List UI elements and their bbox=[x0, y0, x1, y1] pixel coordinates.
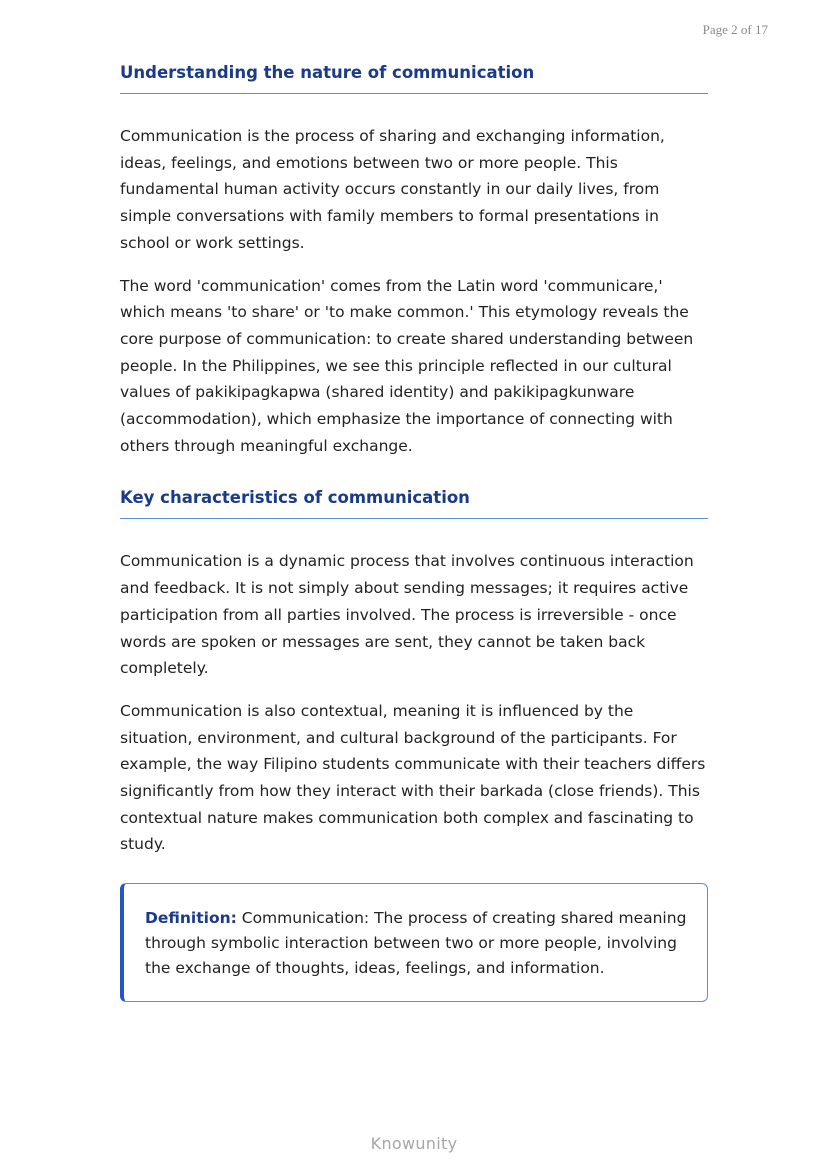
section-heading-nature: Understanding the nature of communication bbox=[120, 62, 708, 94]
paragraph: The word 'communication' comes from the Latin word 'communicare,' which means 'to share' or 'to make common.' This etymology reveals the core purpose of communication: to create shared understanding between people. In the Philippines, we see this principle reflected in our cultural values of pakikipagkapwa (shared identity) and pakikipagkunware (accommodation), which emphasize the importance of connecting with others through meaningful exchange. bbox=[120, 276, 694, 455]
section-heading-characteristics: Key characteristics of communication bbox=[120, 487, 708, 519]
page-number: Page 2 of 17 bbox=[702, 22, 768, 37]
definition-label: Definition: bbox=[145, 909, 237, 928]
document-body bbox=[120, 62, 708, 1002]
definition-text: Communication: The process of creating shared meaning through symbolic interaction between two or more people, involving the exchange of thoughts, ideas, feelings, and information. bbox=[145, 909, 687, 978]
footer-brand: Knowunity bbox=[370, 1134, 458, 1153]
paragraph: Communication is the process of sharing and exchanging information, ideas, feelings, and emotions between two or more people. This fundamental human activity occurs constantly in our daily lives, from simple conversations with family members to formal presentations in school or work settings. bbox=[120, 127, 665, 252]
paragraph: Communication is a dynamic process that involves continuous interaction and feedback. It is not simply about sending messages; it requires active participation from all parties involved. The process is irreversible - once words are spoken or messages are sent, they cannot be taken back completely. bbox=[120, 552, 694, 678]
paragraph: Communication is also contextual, meaning it is influenced by the situation, environment, and cultural background of the participants. For example, the way Filipino students communicate with their teachers differs significantly from how they interact with their barkada (close friends). This contextual nature makes communication both complex and fascinating to study. bbox=[120, 701, 706, 854]
definition-callout bbox=[120, 883, 708, 1002]
